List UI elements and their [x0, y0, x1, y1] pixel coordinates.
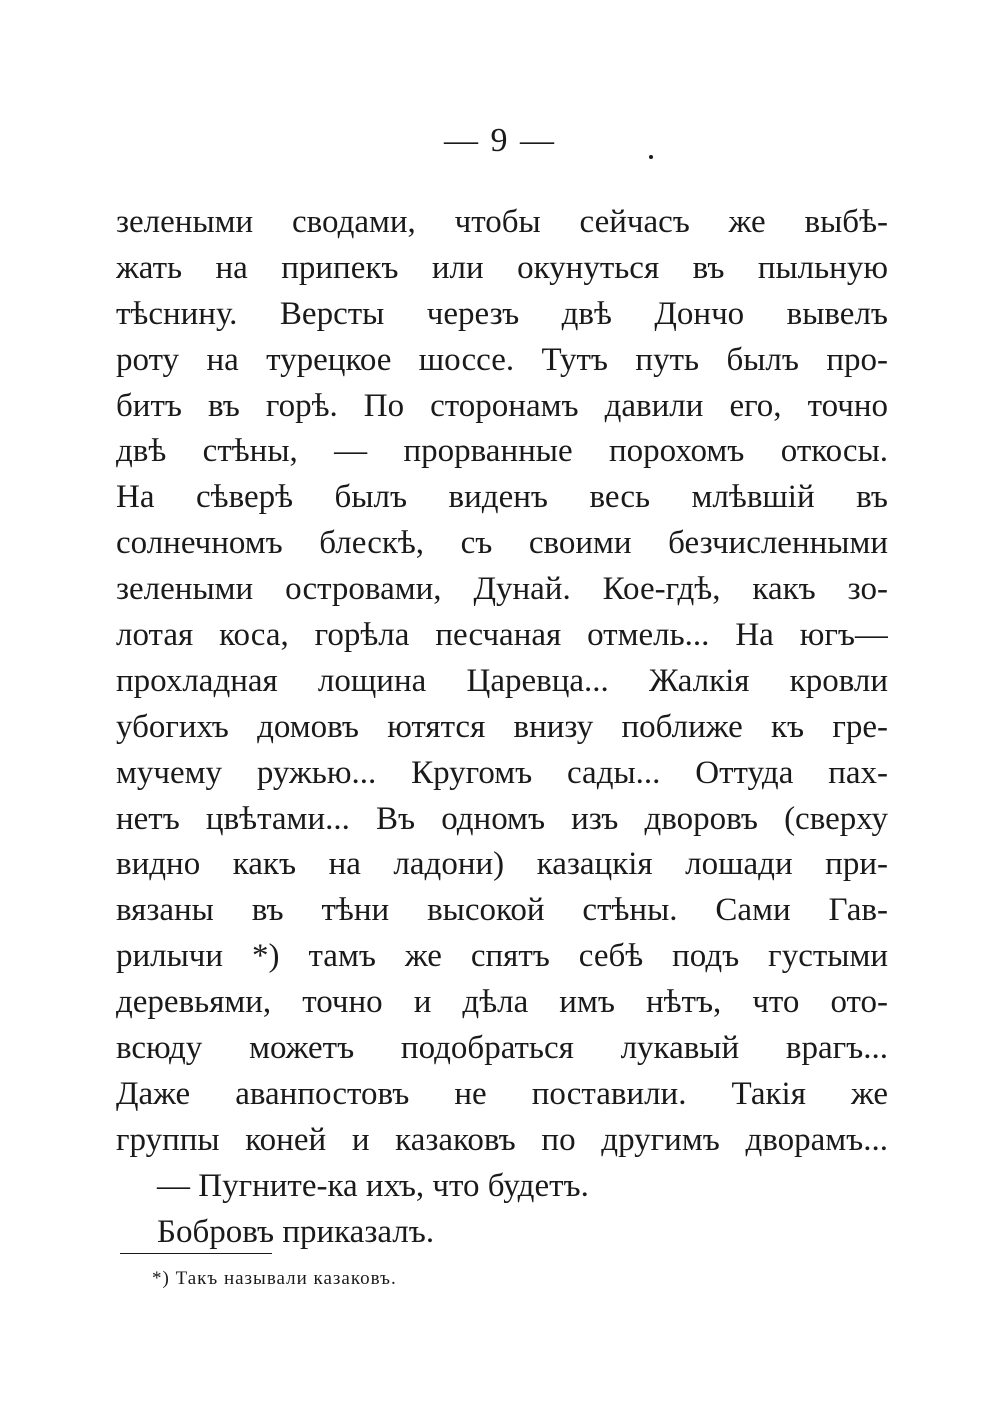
- text-line: солнечномъ блескѣ, съ своими безчисленными: [116, 525, 888, 562]
- text-line: лотая коса, горѣла песчаная отмель... На югъ—: [116, 617, 888, 654]
- text-line: роту на турецкое шоссе. Тутъ путь былъ про-: [116, 341, 888, 378]
- footnote: *) Такъ называли казаковъ.: [152, 1268, 397, 1289]
- text-line: видно какъ на ладони) казацкія лошади при-: [116, 846, 888, 883]
- text-line: прохладная лощина Царевца... Жалкія кровли: [116, 662, 888, 699]
- text-line: всюду можетъ подобраться лукавый врагъ...: [116, 1030, 888, 1067]
- text-line: Бобровъ приказалъ.: [157, 1213, 435, 1250]
- page-number: — 9 —: [444, 122, 556, 159]
- text-line: мучему ружью... Кругомъ сады... Оттуда пах-: [116, 754, 888, 791]
- text-line: битъ въ горѣ. По сторонамъ давили его, точно: [116, 387, 888, 424]
- text-line: вязаны въ тѣни высокой стѣны. Сами Гав-: [116, 892, 888, 929]
- footnote-divider: [120, 1253, 272, 1254]
- text-line: На сѣверѣ былъ виденъ весь млѣвшій въ: [116, 479, 888, 516]
- text-line: деревьями, точно и дѣла имъ нѣтъ, что ото-: [116, 984, 888, 1021]
- text-line: зелеными сводами, чтобы сейчасъ же выбѣ-: [116, 204, 888, 240]
- print-speck: [649, 155, 653, 159]
- dialogue-line: — Пугните-ка ихъ, что будетъ.: [157, 1167, 589, 1204]
- text-line: рилычи *) тамъ же спятъ себѣ подъ густыми: [116, 938, 888, 975]
- text-line: двѣ стѣны, — прорванные порохомъ откосы.: [116, 433, 888, 470]
- text-line: нетъ цвѣтами... Въ одномъ изъ дворовъ (сверху: [116, 800, 888, 837]
- text-line: группы коней и казаковъ по другимъ дворамъ...: [116, 1121, 888, 1158]
- body-text: [116, 200, 888, 1255]
- text-line: зелеными островами, Дунай. Кое-гдѣ, какъ зо-: [116, 571, 888, 608]
- text-line: Даже аванпостовъ не поставили. Такія же: [116, 1075, 888, 1112]
- text-line: тѣснину. Версты черезъ двѣ Дончо вывелъ: [116, 295, 888, 332]
- text-line: убогихъ домовъ ютятся внизу поближе къ гре-: [116, 708, 888, 745]
- text-line: жать на припекъ или окунуться въ пыльную: [116, 249, 888, 286]
